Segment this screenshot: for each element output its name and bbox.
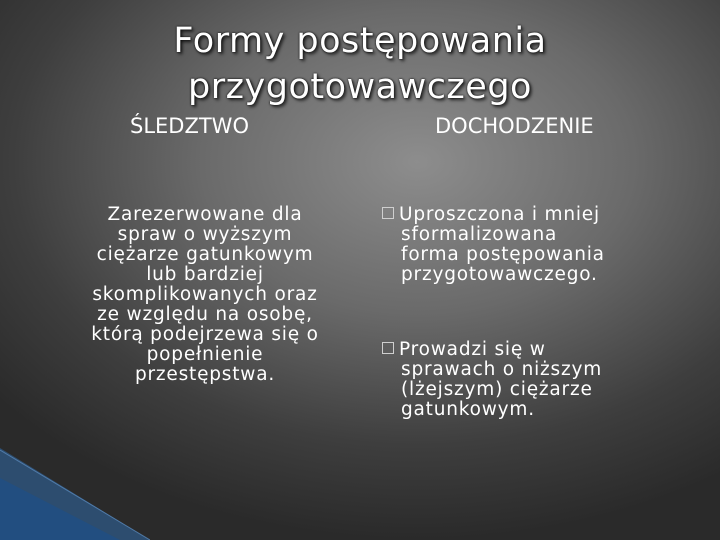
- left-text-line: ciężarze gatunkowym: [96, 244, 314, 265]
- bullet-line: forma postępowania: [401, 244, 605, 265]
- bullet-line: [382, 340, 677, 360]
- bullet-line: przygotowawczego.: [401, 264, 598, 285]
- bullet-line: gatunkowym.: [401, 399, 535, 420]
- title-line-1: Formy postępowania: [173, 21, 547, 61]
- bullet-line: sprawach o niższym: [401, 359, 603, 380]
- left-text-line: skomplikowanych oraz: [92, 284, 318, 305]
- left-text-line: Zarezerwowane dla: [107, 204, 303, 225]
- bullet-line: sformalizowana: [401, 224, 558, 245]
- left-text-line: ze względu na osobę,: [97, 304, 313, 325]
- right-column-header: DOCHODZENIE: [435, 114, 594, 138]
- left-text-line: spraw o wyższym: [117, 224, 293, 245]
- bullet-item-2: [382, 340, 677, 420]
- title-line-2: przygotowawczego: [188, 67, 532, 107]
- bullet-line: (lżejszym) ciężarze: [401, 379, 593, 400]
- left-text-line: lub bardziej: [146, 264, 264, 285]
- left-text-line: którą podejrzewa się o: [91, 324, 319, 345]
- slide-title: [150, 18, 570, 110]
- left-text-line: przestępstwa.: [134, 364, 276, 385]
- bullet-text: Uproszczona i mniej: [399, 204, 600, 225]
- corner-decoration: [0, 448, 150, 540]
- bullet-item-1: [382, 205, 677, 285]
- bullet-box-icon: [382, 207, 394, 219]
- left-column-text: [55, 205, 355, 385]
- bullet-box-icon: [382, 342, 394, 354]
- bullet-text: Prowadzi się w: [399, 339, 546, 360]
- left-text-line: popełnienie: [146, 344, 264, 365]
- left-column-header: ŚLEDZTWO: [130, 114, 249, 138]
- bullet-line: [382, 205, 677, 225]
